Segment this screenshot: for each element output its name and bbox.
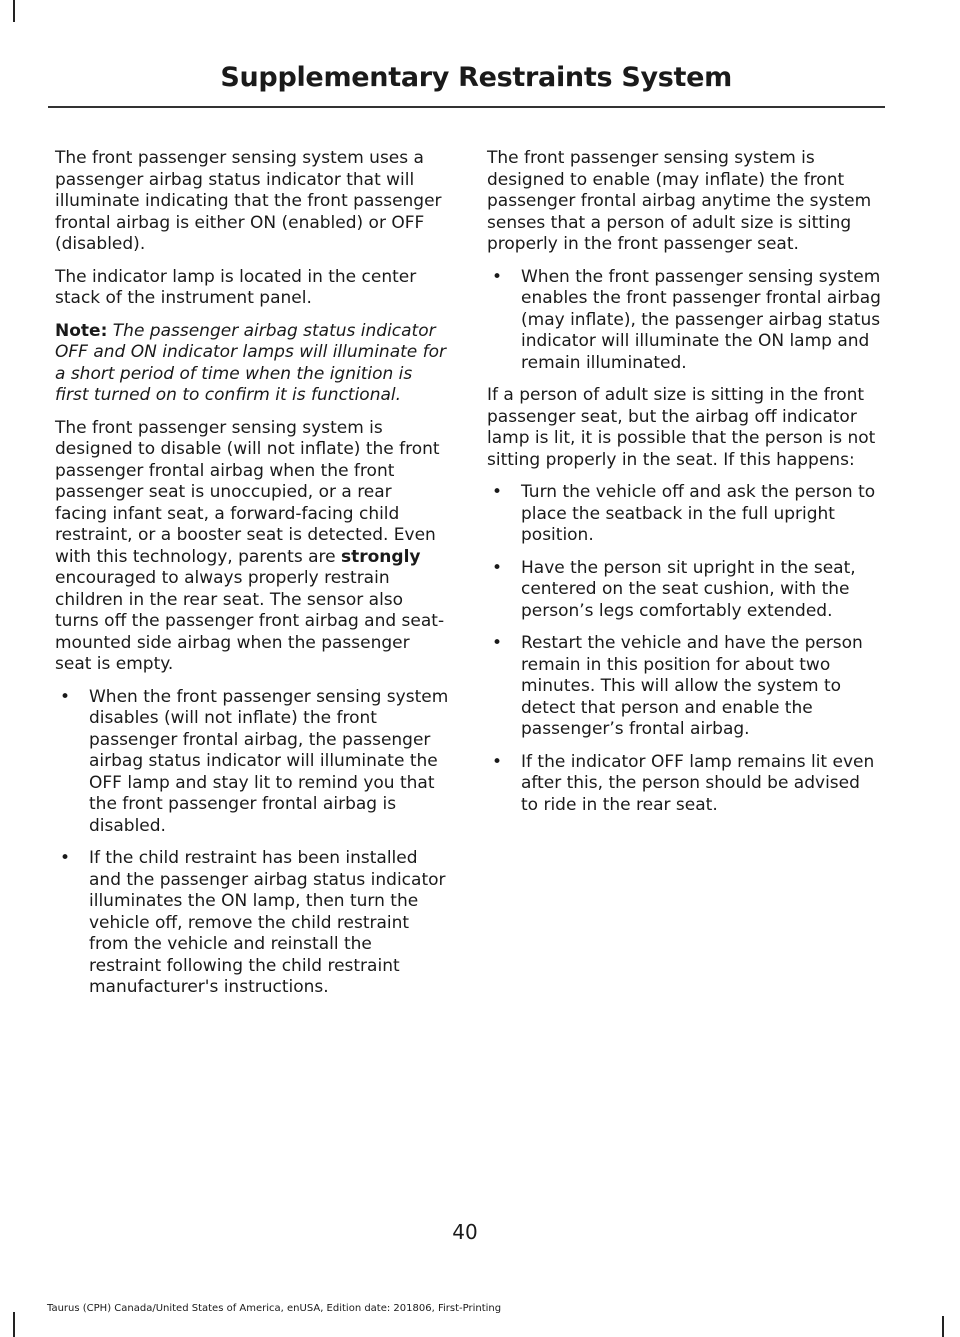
paragraph-disable-conditions bbox=[55, 418, 449, 676]
list-item bbox=[487, 633, 881, 741]
bullet-glyph: • bbox=[492, 482, 503, 502]
footer-edition-info: Taurus (CPH) Canada/United States of America, enUSA, Edition date: 201806, First-Printing bbox=[47, 1303, 502, 1314]
list-item bbox=[487, 558, 881, 623]
crop-mark-bottom-right bbox=[942, 1316, 944, 1337]
list-item-text: If the child restraint has been installed and the passenger airbag status indicator illuminates the ON lamp, then turn the vehicle off, remove the child restraint from the vehicle and reinstall the restraint following the child restraint manufacturer's instructions. bbox=[89, 848, 446, 997]
paragraph-disable-text-1: The front passenger sensing system is designed to disable (will not inflate) the front passenger frontal airbag when the front passenger seat is unoccupied, or a rear facing infant seat, a forward-facing child restraint, or a booster seat is detected. Even with this technology, parents are bbox=[55, 417, 440, 567]
list-item-text: If the indicator OFF lamp remains lit even after this, the person should be advised to ride in the rear seat. bbox=[521, 751, 875, 815]
crop-mark-bottom-left bbox=[13, 1312, 15, 1337]
bullet-glyph: • bbox=[492, 751, 503, 772]
header-divider bbox=[48, 106, 885, 108]
list-item bbox=[55, 848, 449, 999]
right-column bbox=[487, 148, 881, 827]
list-item bbox=[55, 687, 449, 838]
right-bullet-list-1 bbox=[487, 267, 881, 375]
emphasis-strongly: strongly bbox=[340, 546, 421, 567]
list-item bbox=[487, 482, 881, 547]
list-item-text: Restart the vehicle and have the person remain in this position for about two minutes. This will allow the system to detect that person and enable the passenger’s frontal airbag. bbox=[521, 633, 863, 739]
left-column bbox=[55, 148, 449, 1010]
bullet-glyph: • bbox=[60, 686, 71, 707]
paragraph-lamp-location: The indicator lamp is located in the center stack of the instrument panel. bbox=[55, 266, 417, 308]
list-item bbox=[487, 752, 881, 817]
bullet-glyph: • bbox=[492, 266, 503, 287]
paragraph-disable-text-2: encouraged to always properly restrain children in the rear seat. The sensor also turns off the passenger front airbag and seat-mounted side airbag when the passenger seat is empty. bbox=[55, 568, 445, 674]
paragraph-status-indicator: The front passenger sensing system uses a passenger airbag status indicator that will illuminate indicating that the front passenger frontal airbag is either ON (enabled) or OFF (disabled). bbox=[55, 148, 442, 254]
list-item-text: Turn the vehicle off and ask the person to place the seatback in the full upright position. bbox=[521, 482, 876, 545]
right-bullet-list-2 bbox=[487, 482, 881, 816]
bullet-glyph: • bbox=[492, 633, 503, 653]
bullet-glyph: • bbox=[492, 557, 503, 578]
paragraph-enable-conditions: The front passenger sensing system is designed to enable (may inflate) the front passenger frontal airbag anytime the system senses that a person of adult size is sitting properly in the front passenger seat. bbox=[487, 148, 872, 254]
note-text: The passenger airbag status indicator OFF and ON indicator lamps will illuminate for a short period of time when the ignition is first turned on to confirm it is functional. bbox=[55, 320, 447, 405]
left-bullet-list bbox=[55, 687, 449, 999]
bullet-glyph: • bbox=[60, 848, 71, 868]
page-number: 40 bbox=[452, 1220, 478, 1244]
note-paragraph bbox=[55, 321, 449, 407]
paragraph-off-lamp-lit: If a person of adult size is sitting in the front passenger seat, but the airbag off indicator lamp is lit, it is possible that the person is not sitting properly in the seat. If this happens: bbox=[487, 385, 876, 470]
crop-mark-top-left bbox=[13, 0, 15, 22]
note-label: Note: bbox=[55, 320, 108, 341]
list-item-text: Have the person sit upright in the seat, centered on the seat cushion, with the person’s legs comfortably extended. bbox=[521, 557, 856, 621]
list-item bbox=[487, 267, 881, 375]
list-item-text: When the front passenger sensing system enables the front passenger frontal airbag (may inflate), the passenger airbag status indicator will illuminate the ON lamp and remain illuminated. bbox=[521, 266, 881, 373]
page-title: Supplementary Restraints System bbox=[220, 62, 732, 93]
list-item-text: When the front passenger sensing system disables (will not inflate) the front passenger frontal airbag, the passenger airbag status indicator will illuminate the OFF lamp and stay lit to remind you that the front passenger frontal airbag is disabled. bbox=[89, 686, 449, 836]
